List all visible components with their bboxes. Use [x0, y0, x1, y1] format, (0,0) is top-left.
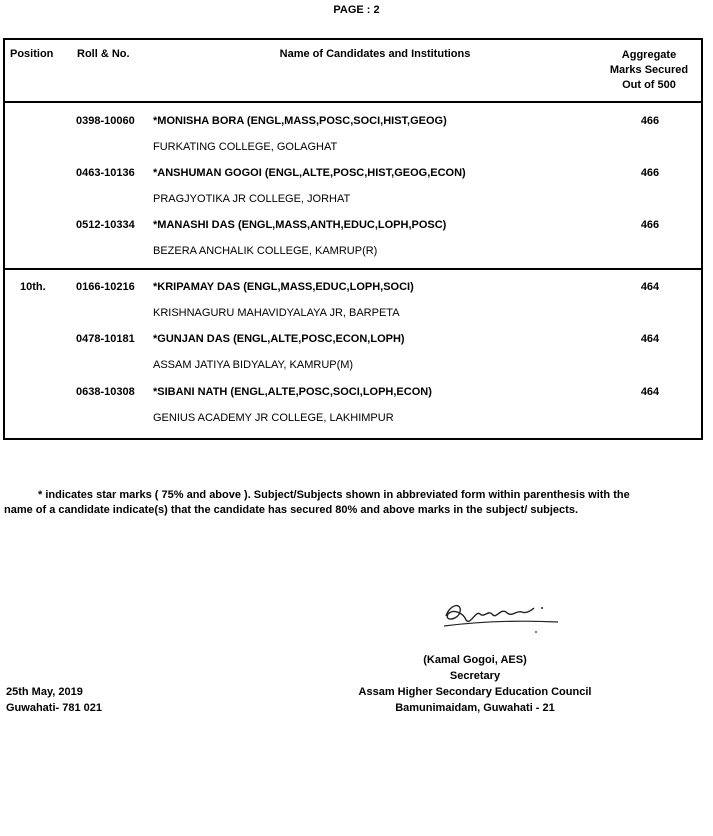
table-row: [5, 167, 701, 189]
header-name: Name of Candidates and Institutions: [279, 48, 471, 60]
candidate-name: *GUNJAN DAS (ENGL,ALTE,POSC,ECON,LOPH): [153, 333, 405, 345]
results-table: [3, 38, 703, 440]
header-marks-line3: Out of 500: [622, 79, 676, 91]
header-roll: Roll & No.: [77, 48, 130, 60]
roll-cell: 0463-10136: [76, 167, 135, 179]
header-marks-line1: Aggregate: [621, 49, 677, 61]
signatory-organization: Assam Higher Secondary Education Council: [358, 686, 592, 698]
group-divider: [5, 268, 701, 270]
table-row: [5, 219, 701, 241]
institution-name: BEZERA ANCHALIK COLLEGE, KAMRUP(R): [153, 245, 378, 257]
candidate-name: *SIBANI NATH (ENGL,ALTE,POSC,SOCI,LOPH,ECON): [153, 386, 432, 398]
roll-cell: 0638-10308: [76, 386, 135, 398]
position-cell: 10th.: [20, 281, 46, 293]
signatory-designation: Secretary: [449, 670, 501, 682]
candidate-name: *MANASHI DAS (ENGL,MASS,ANTH,EDUC,LOPH,POSC): [153, 219, 447, 231]
signatory-name: (Kamal Gogoi, AES): [423, 654, 527, 666]
issue-date: 25th May, 2019: [6, 686, 83, 698]
institution-name: FURKATING COLLEGE, GOLAGHAT: [153, 141, 338, 153]
footnote-line2: name of a candidate indicate(s) that the candidate has secured 80% and above marks in the subject/ subjects.: [4, 504, 579, 516]
roll-cell: 0166-10216: [76, 281, 135, 293]
institution-name: PRAGJYOTIKA JR COLLEGE, JORHAT: [153, 193, 351, 205]
candidate-name: *ANSHUMAN GOGOI (ENGL,ALTE,POSC,HIST,GEOG,ECON): [153, 167, 466, 179]
footnote-line1: * indicates star marks ( 75% and above ). Subject/Subjects shown in abbreviated form within parenthesis with the: [38, 489, 630, 501]
marks-cell: 464: [640, 333, 660, 345]
table-row: [5, 115, 701, 137]
roll-cell: 0512-10334: [76, 219, 135, 231]
header-position: Position: [10, 48, 54, 60]
marks-cell: 466: [640, 167, 660, 179]
page-number: PAGE : 2: [333, 4, 380, 16]
roll-cell: 0398-10060: [76, 115, 135, 127]
marks-cell: 466: [640, 219, 660, 231]
signatory-block: [340, 652, 610, 716]
table-row: [5, 333, 701, 355]
table-header: [5, 40, 701, 103]
table-row: [5, 386, 701, 408]
issue-block: [6, 684, 102, 716]
marks-cell: 466: [640, 115, 660, 127]
candidate-name: *KRIPAMAY DAS (ENGL,MASS,EDUC,LOPH,SOCI): [153, 281, 414, 293]
signatory-address: Bamunimaidam, Guwahati - 21: [395, 702, 555, 714]
marks-cell: 464: [640, 386, 660, 398]
header-marks-line2: Marks Secured: [609, 64, 689, 76]
issue-place: Guwahati- 781 021: [6, 702, 102, 714]
header-marks: [600, 48, 698, 93]
table-row: [5, 281, 701, 303]
institution-name: KRISHNAGURU MAHAVIDYALAYA JR, BARPETA: [153, 307, 400, 319]
signature-image: [436, 596, 566, 640]
roll-cell: 0478-10181: [76, 333, 135, 345]
institution-name: GENIUS ACADEMY JR COLLEGE, LAKHIMPUR: [153, 412, 394, 424]
footnote: [0, 488, 713, 518]
institution-name: ASSAM JATIYA BIDYALAY, KAMRUP(M): [153, 359, 354, 371]
candidate-name: *MONISHA BORA (ENGL,MASS,POSC,SOCI,HIST,GEOG): [153, 115, 447, 127]
marks-cell: 464: [640, 281, 660, 293]
